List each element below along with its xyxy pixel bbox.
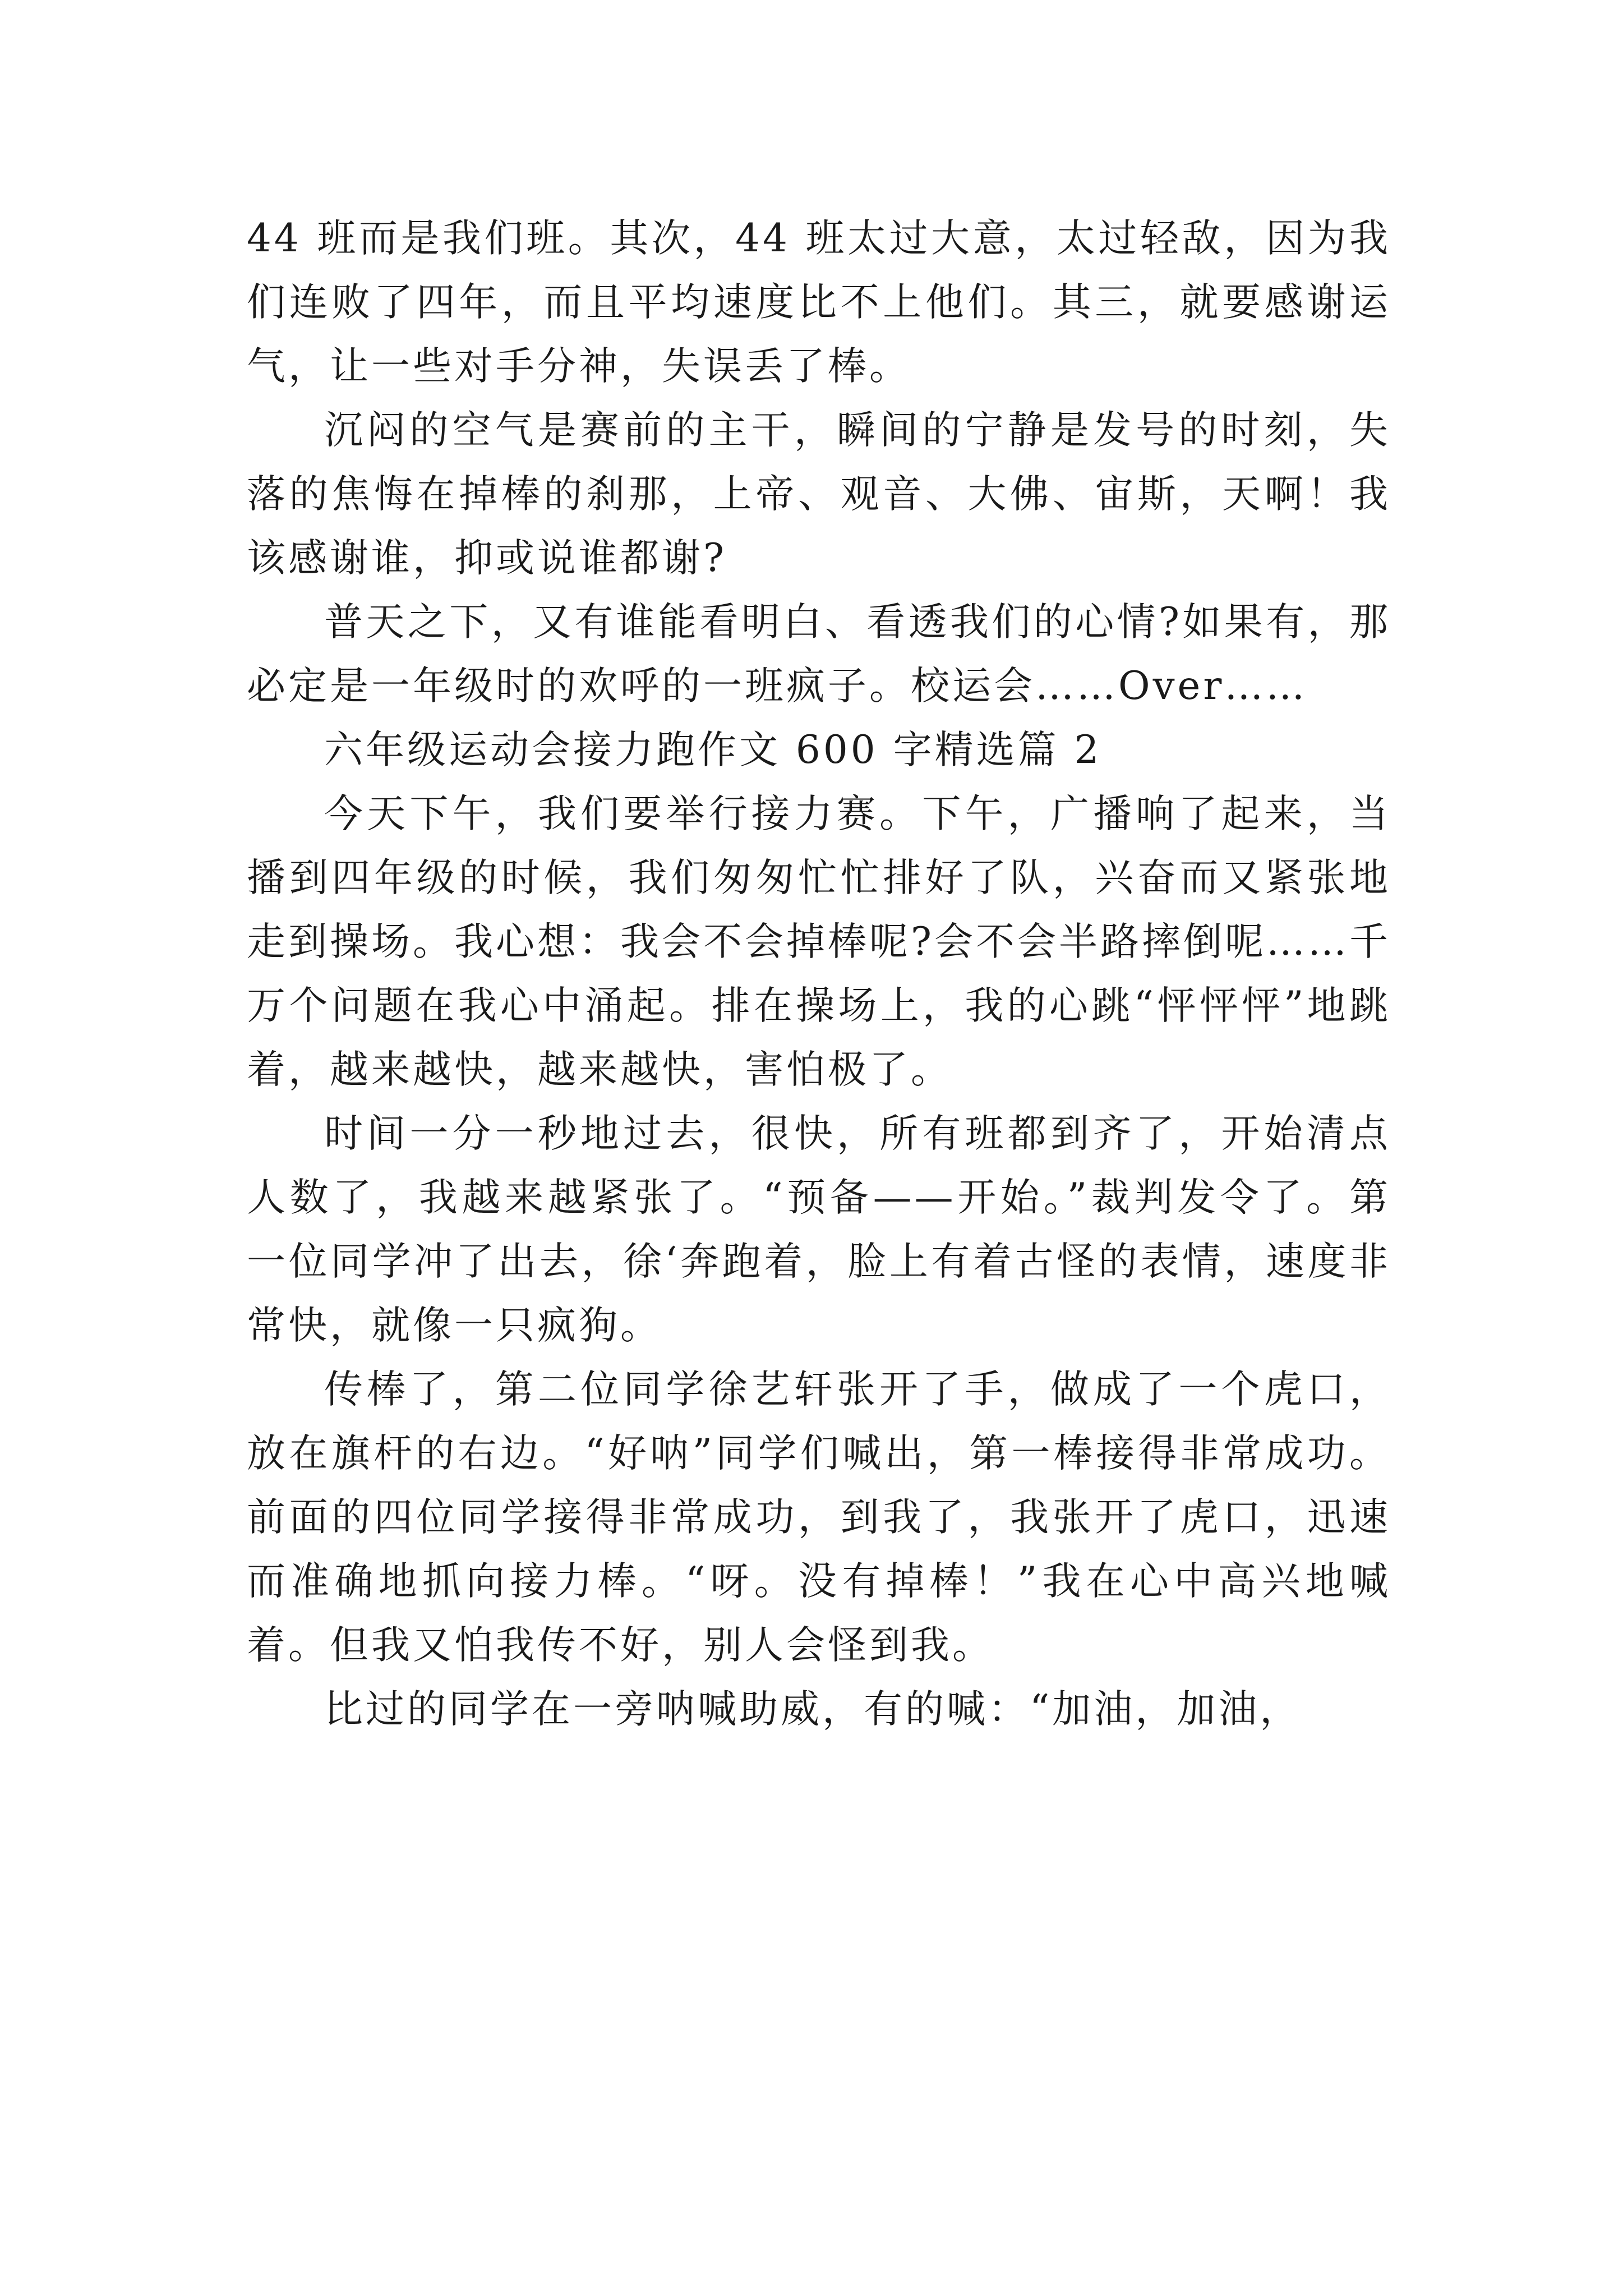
paragraph: 沉闷的空气是赛前的主干，瞬间的宁静是发号的时刻，失落的焦悔在掉棒的刹那，上帝、观音、大佛、宙斯，天啊！我该感谢谁，抑或说谁都谢? (247, 408, 1391, 581)
paragraph: 今天下午，我们要举行接力赛。下午，广播响了起来，当播到四年级的时候，我们匆匆忙忙排好了队，兴奋而又紧张地走到操场。我心想：我会不会掉棒呢?会不会半路摔倒呢……千万个问题在我心中涌起。排在操场上，我的心跳“怦怦怦”地跳着，越来越快，越来越快，害怕极了。 (247, 792, 1391, 1092)
document-body (247, 206, 1391, 1741)
paragraph: 比过的同学在一旁呐喊助威，有的喊：“加油，加油， (324, 1687, 1302, 1732)
paragraph: 普天之下，又有谁能看明白、看透我们的心情?如果有，那必定是一年级时的欢呼的一班疯子。校运会……Over…… (247, 600, 1391, 708)
paragraph-continuation: 44 班而是我们班。其次，44 班太过大意，太过轻敌，因为我们连败了四年，而且平均速度比不上他们。其三，就要感谢运气，让一些对手分神，失误丢了棒。 (247, 216, 1391, 389)
paragraph: 传棒了，第二位同学徐艺轩张开了手，做成了一个虎口，放在旗杆的右边。“好呐”同学们喊出，第一棒接得非常成功。前面的四位同学接得非常成功，到我了，我张开了虎口，迅速而准确地抓向接力棒。“呀。没有掉棒！”我在心中高兴地喊着。但我又怕我传不好，别人会怪到我。 (247, 1367, 1391, 1668)
section-title: 六年级运动会接力跑作文 600 字精选篇 2 (324, 728, 1102, 772)
paragraph: 时间一分一秒地过去，很快，所有班都到齐了，开始清点人数了，我越来越紧张了。“预备——开始。”裁判发令了。第一位同学冲了出去，徐‘奔跑着，脸上有着古怪的表情，速度非常快，就像一只疯狗。 (247, 1111, 1391, 1348)
